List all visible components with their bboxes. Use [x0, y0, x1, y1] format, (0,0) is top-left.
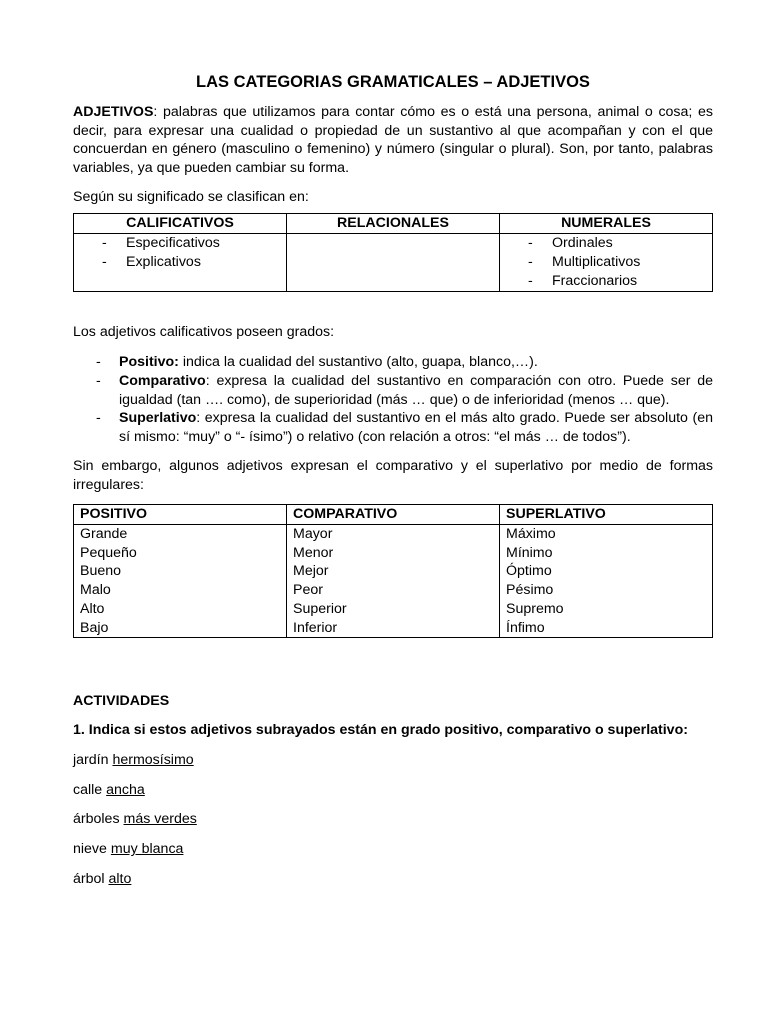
activity-item	[73, 840, 713, 859]
activity-item	[73, 810, 713, 829]
document-title: LAS CATEGORIAS GRAMATICALES – ADJETIVOS	[196, 73, 590, 91]
noun: árboles	[73, 811, 120, 828]
list-item: - Ordinales	[500, 234, 706, 253]
table-cell: Mínimo	[500, 544, 713, 563]
header-numerales: NUMERALES	[500, 214, 713, 234]
table-row	[74, 619, 713, 638]
table-cell: Superior	[287, 600, 500, 619]
table-cell: Mejor	[287, 562, 500, 581]
relacionales-cell	[287, 234, 500, 292]
grade-term: Comparativo	[119, 372, 206, 389]
irregular-forms-table	[73, 504, 713, 638]
table-row	[74, 544, 713, 563]
header-superlativo: SUPERLATIVO	[500, 505, 713, 525]
noun: jardín	[73, 751, 109, 768]
table-cell: Bajo	[74, 619, 287, 638]
activities-heading: ACTIVIDADES	[73, 693, 170, 710]
calificativos-cell	[74, 234, 287, 292]
table-cell: Peor	[287, 581, 500, 600]
table-row	[74, 600, 713, 619]
activity-1-prompt: 1. Indica si estos adjetivos subrayados están en grado positivo, comparativo o superlativo:	[73, 722, 688, 739]
grade-comparativo	[73, 372, 713, 409]
table-cell: Pésimo	[500, 581, 713, 600]
underlined-adjective: ancha	[106, 781, 145, 798]
table-cell: Óptimo	[500, 562, 713, 581]
noun: árbol	[73, 870, 105, 887]
activity-item	[73, 751, 713, 770]
header-calificativos: CALIFICATIVOS	[74, 214, 287, 234]
table-cell: Pequeño	[74, 544, 287, 563]
irregular-intro: Sin embargo, algunos adjetivos expresan el comparativo y el superlativo por medio de formas irregulares:	[73, 457, 713, 493]
grade-superlativo	[73, 409, 713, 446]
grade-text: indica la cualidad del sustantivo (alto, guapa, blanco,…).	[178, 354, 538, 371]
table-cell: Menor	[287, 544, 500, 563]
activity-item	[73, 781, 713, 800]
table-row	[74, 562, 713, 581]
table-row	[74, 581, 713, 600]
list-item: - Fraccionarios	[500, 272, 706, 291]
table-cell: Malo	[74, 581, 287, 600]
grade-term: Superlativo	[119, 410, 197, 427]
grade-positivo	[73, 353, 713, 372]
table-cell: Supremo	[500, 600, 713, 619]
grade-text: : expresa la cualidad del sustantivo en el más alto grado. Puede ser absoluto (en sí mismo: “muy” o “- ísimo”) o relativo (con relación a otros: “el más … de todos”).	[119, 410, 713, 446]
underlined-adjective: alto	[108, 870, 132, 887]
intro-text: : palabras que utilizamos para contar cómo es o está una persona, animal o cosa; es decir, para expresar una cualidad o propiedad de un sustantivo al que acompañan y con el que concuerdan en género (masculino o femenino) y número (singular o plural). Son, por tanto, palabras variables, ya que pueden cambiar su forma.	[73, 103, 713, 176]
noun: nieve	[73, 841, 107, 858]
activity-item	[73, 870, 713, 889]
grades-list	[73, 353, 713, 447]
grades-intro: Los adjetivos calificativos poseen grados:	[73, 324, 335, 341]
intro-term: ADJETIVOS	[73, 103, 154, 120]
table-cell: Alto	[74, 600, 287, 619]
underlined-adjective: muy blanca	[110, 841, 184, 858]
list-item: - Multiplicativos	[500, 253, 706, 272]
calificativos-list	[74, 234, 280, 271]
noun: calle	[73, 781, 103, 798]
underlined-adjective: hermosísimo	[112, 751, 194, 768]
header-comparativo: COMPARATIVO	[287, 505, 500, 525]
intro-paragraph	[73, 103, 713, 178]
grade-text: : expresa la cualidad del sustantivo en comparación con otro. Puede ser de igualdad (tan …. como), de superioridad (más … que) o de inferioridad (menos … que).	[119, 372, 713, 408]
grade-term: Positivo:	[119, 354, 179, 371]
numerales-list	[500, 234, 706, 290]
classification-intro: Según su significado se clasifican en:	[73, 188, 309, 205]
table-cell: Bueno	[74, 562, 287, 581]
table-cell: Grande	[74, 524, 287, 543]
activity-1-items	[73, 751, 713, 889]
document-body	[73, 72, 713, 900]
header-relacionales: RELACIONALES	[287, 214, 500, 234]
underlined-adjective: más verdes	[123, 811, 197, 828]
table-cell: Mayor	[287, 524, 500, 543]
classification-table	[73, 213, 713, 292]
table-row	[74, 524, 713, 543]
table-cell: Ínfimo	[500, 619, 713, 638]
table-cell: Inferior	[287, 619, 500, 638]
list-item: - Especificativos	[74, 234, 280, 253]
header-positivo: POSITIVO	[74, 505, 287, 525]
table-cell: Máximo	[500, 524, 713, 543]
numerales-cell	[500, 234, 713, 292]
list-item: - Explicativos	[74, 253, 280, 272]
